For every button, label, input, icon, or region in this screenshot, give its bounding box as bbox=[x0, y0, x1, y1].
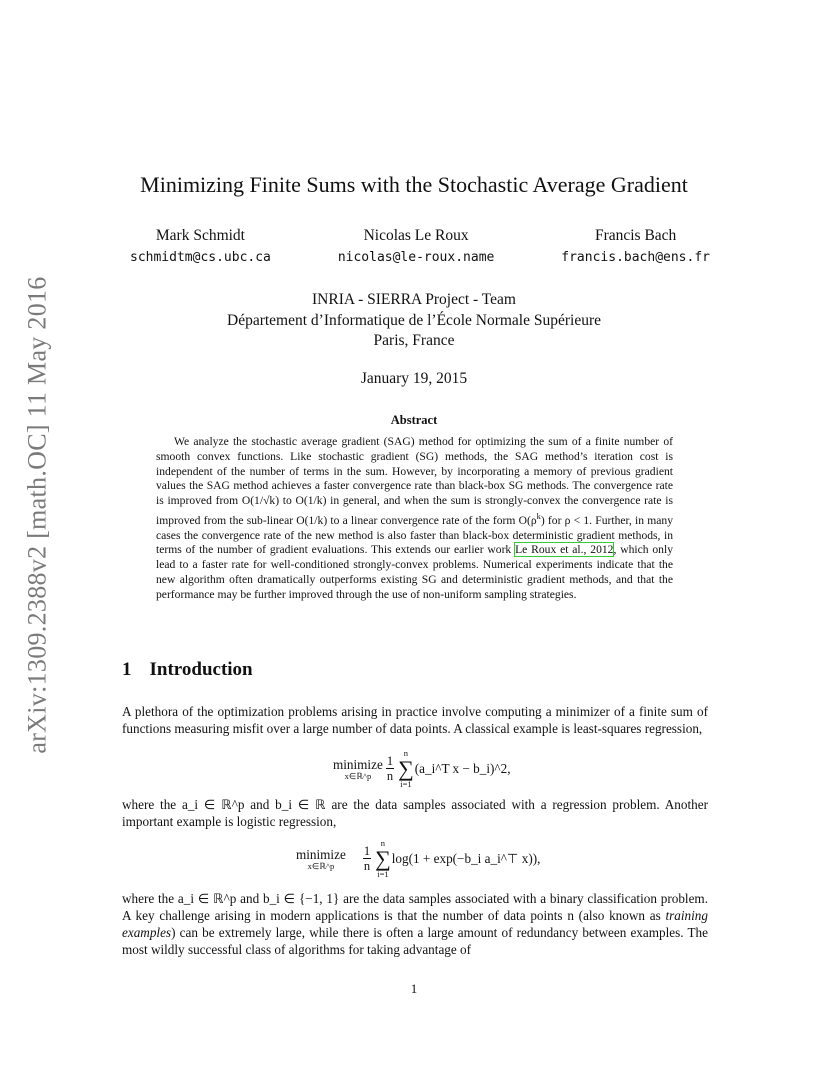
abstract-heading: Abstract bbox=[390, 413, 438, 427]
author-email: francis.bach@ens.fr bbox=[561, 250, 710, 265]
paragraph-span: ) can be extremely large, while there is often a large amount of redundancy between examples. The most wildly successful class of algorithms for taking advantage of bbox=[122, 925, 708, 957]
sum-upper: n bbox=[403, 748, 409, 758]
sum-upper: n bbox=[380, 838, 386, 848]
intro-paragraph bbox=[122, 796, 708, 830]
author-block bbox=[561, 227, 710, 265]
author-email: schmidtm@cs.ubc.ca bbox=[130, 250, 271, 265]
minimize-operator bbox=[333, 757, 383, 782]
fraction-denominator: n bbox=[363, 859, 371, 873]
emphasis: training examples bbox=[122, 908, 708, 940]
sum-lower: i=1 bbox=[400, 779, 412, 789]
equation-body: log(1 + exp(−b_i a_i^⊤ x)), bbox=[391, 851, 541, 866]
abstract-text: , which only lead to a faster rate for well-conditioned strongly-convex problems. Numerical experiments indicate that the new algorithm often dramatically outperforms existing SG and deterministic gradient methods, and that the performance may be further improved through the use of non-uniform sampling strategies. bbox=[156, 543, 673, 601]
paragraph-text bbox=[122, 890, 708, 958]
abstract-text: We analyze the stochastic average gradient (SAG) method for optimizing the sum of a finite number of smooth convex functions. Like stochastic gradient (SG) methods, the SAG method’s iteration cost is independent of the number of terms in the sum. However, by incorporating a memory of previous gradient values the SAG method achieves a faster convergence rate than black-box SG methods. The convergence rate is improved from O(1/√k) to O(1/k) in general, and when the sum is strongly-convex the convergence rate is improved from the sub-linear O(1/k) to a linear convergence rate of the form O(ρ bbox=[156, 435, 673, 527]
intro-paragraph bbox=[122, 703, 708, 737]
section-title: Introduction bbox=[149, 659, 253, 680]
abstract-body bbox=[156, 435, 673, 603]
fraction-denominator: n bbox=[386, 769, 394, 783]
arxiv-id: arXiv:1309.2388v2 [math.OC] 11 May 2016 bbox=[23, 276, 52, 754]
affiliation-line: Paris, France bbox=[373, 332, 455, 349]
author-name: Nicolas Le Roux bbox=[363, 227, 469, 244]
citation-link[interactable]: Le Roux et al., 2012 bbox=[515, 543, 614, 557]
sigma-symbol: ∑ bbox=[375, 846, 391, 871]
fraction-numerator: 1 bbox=[386, 754, 394, 768]
section-heading bbox=[122, 659, 253, 681]
author-email: nicolas@le-roux.name bbox=[337, 250, 495, 265]
affiliation-line: Département d’Informatique de l’École Normale Supérieure bbox=[227, 311, 601, 329]
affiliation-line: INRIA - SIERRA Project - Team bbox=[312, 291, 516, 308]
paragraph-text: where the a_i ∈ ℝ^p and b_i ∈ ℝ are the data samples associated with a regression problem. Another important example is logistic regression, bbox=[122, 797, 708, 829]
summation bbox=[375, 839, 391, 879]
paragraph-text: A plethora of the optimization problems arising in practice involve computing a minimizer of a finite sum of functions measuring misfit over a large number of data points. A classical example is least-squares regression, bbox=[122, 704, 708, 736]
summation bbox=[398, 749, 414, 789]
paper-title: Minimizing Finite Sums with the Stochastic Average Gradient bbox=[140, 172, 688, 197]
author-name: Mark Schmidt bbox=[155, 227, 245, 244]
affiliation bbox=[0, 290, 828, 352]
operator-subscript: x∈ℝ^p bbox=[307, 860, 335, 871]
sum-lower: i=1 bbox=[377, 869, 389, 879]
operator-subscript: x∈ℝ^p bbox=[344, 770, 372, 781]
fraction bbox=[386, 755, 394, 783]
operator-text: minimize bbox=[296, 846, 346, 862]
abstract-paragraph bbox=[156, 435, 673, 603]
paper-date: January 19, 2015 bbox=[360, 370, 468, 387]
section-number: 1 bbox=[122, 659, 132, 680]
paragraph-span: where the a_i ∈ ℝ^p and b_i ∈ {−1, 1} are the data samples associated with a binary classification problem. A key challenge arising in modern applications is that the number of data points n (also known as bbox=[122, 891, 708, 923]
intro-paragraph bbox=[122, 890, 708, 958]
page-number: 1 bbox=[410, 981, 418, 996]
operator-text: minimize bbox=[333, 756, 383, 772]
author-block bbox=[130, 227, 271, 265]
sigma-symbol: ∑ bbox=[398, 756, 414, 781]
author-list bbox=[130, 227, 710, 265]
minimize-operator bbox=[296, 847, 346, 872]
fraction-numerator: 1 bbox=[363, 844, 371, 858]
author-name: Francis Bach bbox=[594, 227, 677, 244]
abstract-text: ) for ρ < 1. Further, in many cases the convergence rate of the new method is also faster than black-box deterministic gradient methods, in terms of the number of gradient evaluations. This extends our earlier work bbox=[156, 513, 673, 557]
author-block bbox=[338, 227, 495, 265]
equation-body: (a_i^T x − b_i)^2, bbox=[414, 761, 511, 776]
rho-exponent: k bbox=[536, 510, 541, 521]
fraction bbox=[363, 845, 371, 873]
